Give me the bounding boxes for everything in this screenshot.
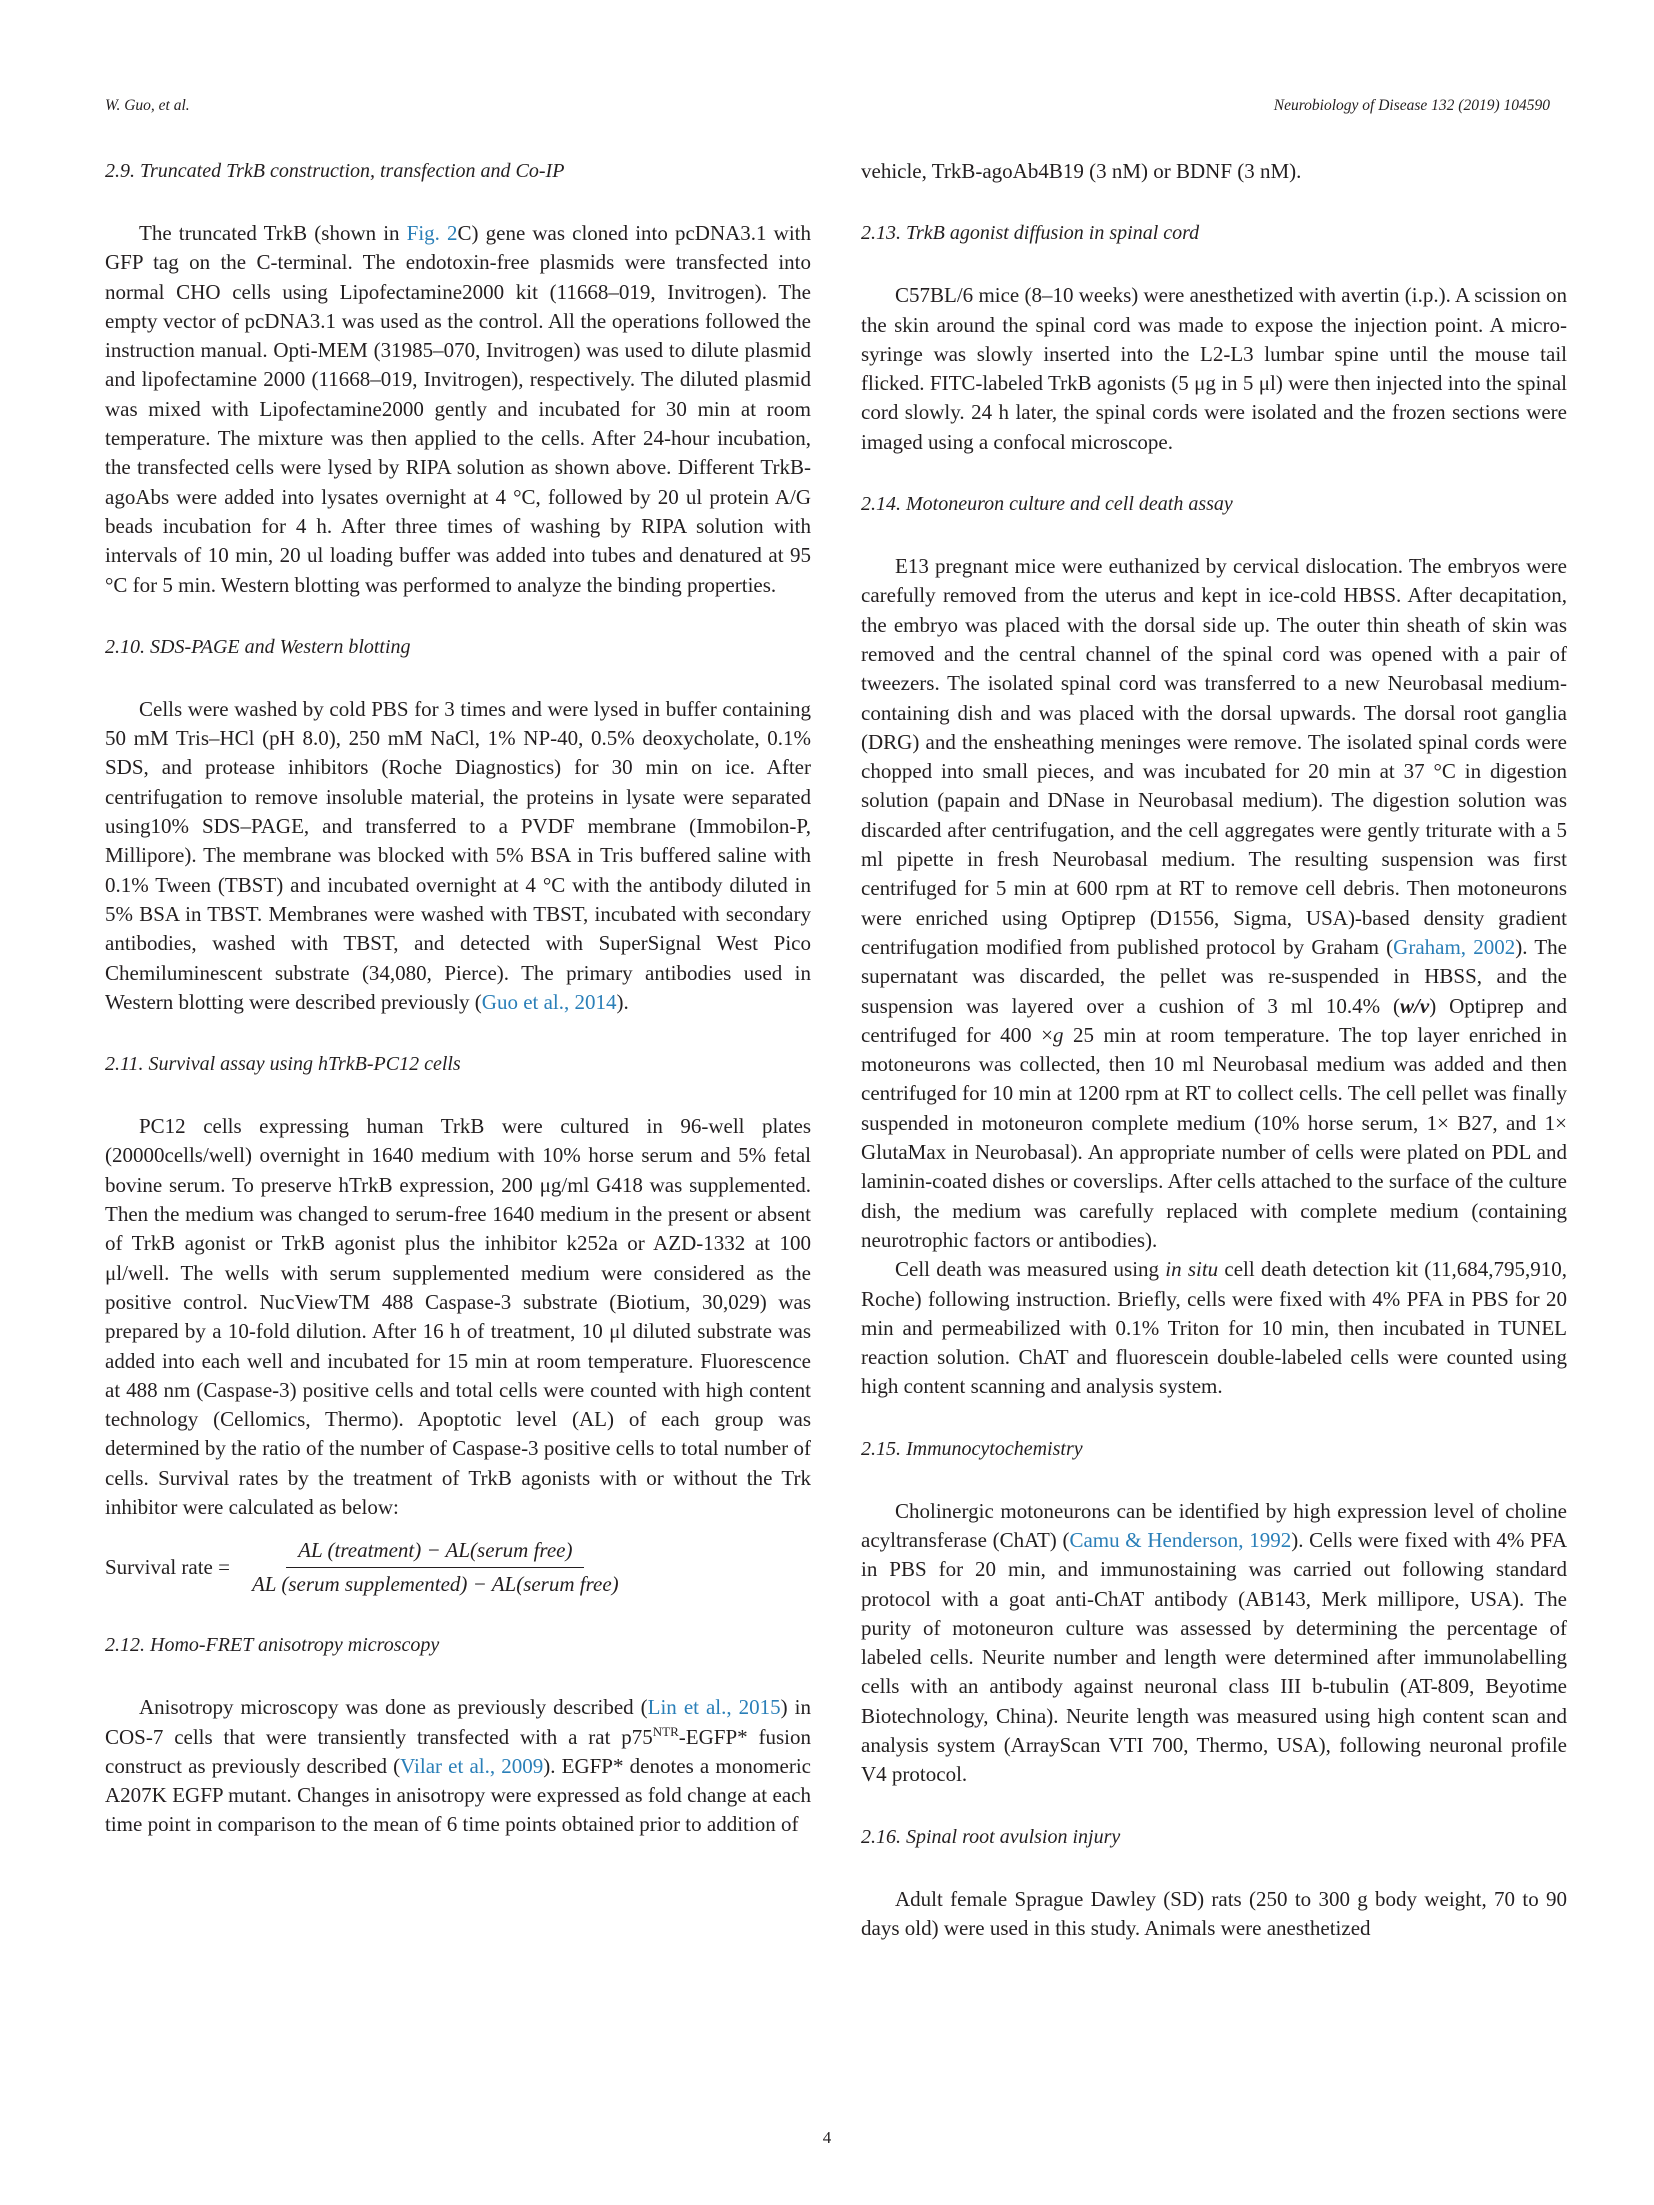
section-2-15	[861, 1435, 1567, 1790]
paragraph: PC12 cells expressing human TrkB were cultured in 96-well plates (20000cells/well) overnight in 1640 medium with 10% horse serum and 5% fetal bovine serum. To preserve hTrkB expression, 200 μg/ml G418 was supplemented. Then the medium was changed to serum-free 1640 medium in the present or absent of TrkB agonist or TrkB agonist plus the inhibitor k252a or AZD-1332 at 100 μl/well. The wells with serum supplemented medium were considered as the positive control. NucViewTM 488 Caspase-3 substrate (Biotium, 30,029) was prepared by a 10-fold dilution. After 16 h of treatment, 10 μl diluted substrate was added into each well and incubated for 15 min at room temperature. Fluorescence at 488 nm (Caspase-3) positive cells and total cells were counted with high content technology (Cellomics, Thermo). Apoptotic level (AL) of each group was determined by the ratio of the number of Caspase-3 positive cells to total number of cells. Survival rates by the treatment of TrkB agonists with or without the Trk inhibitor were calculated as below:	[105, 1114, 811, 1519]
citation-link[interactable]: Graham, 2002	[1393, 934, 1516, 959]
section-heading: 2.13. TrkB agonist diffusion in spinal cord	[861, 222, 1200, 245]
paragraph: Anisotropy microscopy was done as previously described (Lin et al., 2015) in COS-7 cells that were transiently transfected with a rat $p75^{NTR}-EGFP*$ fusion construct as previously described (Vilar et al., 2009). EGFP* denotes a monomeric A207K EGFP mutant. Changes in anisotropy were expressed as fold change at each time point in comparison to the mean of 6 time points obtained prior to addition of	[105, 1695, 811, 1837]
equation-fraction	[240, 1538, 631, 1597]
equation-denominator: AL (serum supplemented) − AL(serum free)	[251, 1572, 619, 1597]
section-2-13	[861, 219, 1567, 457]
paragraph-continued: vehicle, TrkB-agoAb4B19 (3 nM) or BDNF (3 nM).	[861, 159, 1302, 183]
section-2-14	[861, 490, 1567, 1402]
paragraph: Cells were washed by cold PBS for 3 times and were lysed in buffer containing 50 mM Tris–HCl (pH 8.0), 250 mM NaCl, 1% NP-40, 0.5% deoxycholate, 0.1% SDS, and protease inhibitors (Roche Diagnostics) for 30 min on ice. After centrifugation to remove insoluble material, the proteins in lysate were separated using10% SDS–PAGE, and transferred to a PVDF membrane (Immobilon-P, Millipore). The membrane was blocked with 5% BSA in Tris buffered saline with 0.1% Tween (TBST) and incubated overnight at 4 °C with the antibody diluted in 5% BSA in TBST. Membranes were washed with TBST, incubated with secondary antibodies, washed with TBST, and detected with SuperSignal West Pico Chemiluminescent substrate (34,080, Pierce). The primary antibodies used in Western blotting were described previously (Guo et al., 2014).	[105, 696, 811, 1014]
equation-numerator: AL (treatment) − AL(serum free)	[286, 1538, 584, 1568]
citation-link[interactable]: Camu & Henderson, 1992	[1069, 1527, 1292, 1552]
section-2-16	[861, 1823, 1567, 1944]
section-heading: 2.16. Spinal root avulsion injury	[861, 1825, 1121, 1848]
section-heading: 2.9. Truncated TrkB construction, transfection and Co-IP	[105, 160, 565, 182]
left-column	[105, 157, 811, 1873]
paragraph: Adult female Sprague Dawley (SD) rats (250 to 300 g body weight, 70 to 90 days old) were used in this study. Animals were anesthetized	[861, 1886, 1567, 1940]
running-header-authors: W. Guo, et al.	[105, 97, 190, 114]
survival-rate-equation	[105, 1538, 811, 1597]
section-2-11	[105, 1050, 811, 1597]
paragraph: Cholinergic motoneurons can be identified by high expression level of choline acyltransferase (ChAT) (Camu & Henderson, 1992). Cells were fixed with 4% PFA in PBS for 20 min, and immunostaining was carried out following standard protocol with a goat anti-ChAT antibody (AB143, Merk millipore, USA). The purity of motoneuron culture was assessed by determining the percentage of labeled cells. Neurite number and length were determined after immunolabelling cells with an antibody against neuronal class III b-tubulin (AT-809, Beyotime Biotechnology, China). Neurite length was measured using high content scan and analysis system (ArrayScan VTI 700, Thermo, USA), following neuronal profile V4 protocol.	[861, 1498, 1567, 1787]
figure-link[interactable]: Fig. 2	[406, 221, 458, 245]
section-2-9	[105, 157, 811, 600]
running-header-journal: Neurobiology of Disease 132 (2019) 104590	[1273, 97, 1550, 114]
section-heading: 2.14. Motoneuron culture and cell death assay	[861, 493, 1233, 516]
section-2-12-continued	[861, 157, 1567, 186]
section-2-12	[105, 1631, 811, 1839]
paragraph: E13 pregnant mice were euthanized by cervical dislocation. The embryos were carefully removed from the uterus and kept in ice-cold HBSS. After decapitation, the embryo was placed with the dorsal side up. The outer thin sheath of skin was removed and the central channel of the spinal cord was opened with a pair of tweezers. The isolated spinal cord was transferred to a new Neurobasal medium-containing dish and was placed with the dorsal upwards. The dorsal root ganglia (DRG) and the ensheathing meninges were remove. The isolated spinal cords were chopped into small pieces, and was incubated for 20 min at 37 °C in digestion solution (papain and DNase in Neurobasal medium). The digestion solution was discarded after centrifugation, and the cell aggregates were gently triturate with a 5 ml pipette in fresh Neurobasal medium. The resulting suspension was first centrifuged for 5 min at 600 rpm at RT to remove cell debris. Then motoneurons were enriched using Optiprep (D1556, Sigma, USA)-based density gradient centrifugation modified from published protocol by Graham (Graham, 2002). The supernatant was discarded, the pellet was re-suspended in HBSS, and the suspension was layered over a cushion of 3 ml 10.4% (w/v) Optiprep and centrifuged for 400 ×g 25 min at room temperature. The top layer enriched in motoneurons was collected, then 10 ml Neurobasal medium was added and then centrifuged for 10 min at 1200 rpm at RT to collect cells. The cell pellet was finally suspended in motoneuron complete medium (10% horse serum, 1× B27, and 1× GlutaMax in Neurobasal). An appropriate number of cells were plated on PDL and laminin-coated dishes or coverslips. After cells attached to the surface of the culture dish, the medium was carefully replaced with complete medium (containing neurotrophic factors or antibodies).	[861, 554, 1568, 1252]
page-number: 4	[822, 2128, 832, 2147]
paragraph: Cell death was measured using in situ cell death detection kit (11,684,795,910, Roche) following instruction. Briefly, cells were fixed with 4% PFA in PBS for 20 min and permeabilized with 0.1% Triton for 10 min, then incubated in TUNEL reaction solution. ChAT and fluorescein double-labeled cells were counted using high content scanning and analysis system.	[861, 1257, 1567, 1399]
citation-link[interactable]: Guo et al., 2014	[481, 989, 617, 1014]
paragraph: C57BL/6 mice (8–10 weeks) were anesthetized with avertin (i.p.). A scission on the skin around the spinal cord was made to expose the injection point. A micro-syringe was slowly inserted into the L2-L3 lumbar spine until the mouse tail flicked. FITC-labeled TrkB agonists (5 μg in 5 μl) were then injected into the spinal cord slowly. 24 h later, the spinal cords were isolated and the frozen sections were imaged using a confocal microscope.	[861, 283, 1567, 454]
section-heading: 2.11. Survival assay using hTrkB-PC12 cells	[105, 1053, 461, 1076]
section-2-10	[105, 633, 811, 1017]
citation-link[interactable]: Vilar et al., 2009	[400, 1753, 544, 1778]
section-heading: 2.12. Homo-FRET anisotropy microscopy	[105, 1634, 440, 1657]
equation-lhs: Survival rate =	[105, 1555, 230, 1580]
right-column	[861, 157, 1567, 1976]
paragraph: The truncated TrkB (shown in Fig. 2C) gene was cloned into pcDNA3.1 with GFP tag on the C-terminal. The endotoxin-free plasmids were transfected into normal CHO cells using Lipofectamine2000 kit (11668–019, Invitrogen). The empty vector of pcDNA3.1 was used as the control. All the operations followed the instruction manual. Opti-MEM (31985–070, Invitrogen) was used to dilute plasmid and lipofectamine 2000 (11668–019, Invitrogen), respectively. The diluted plasmid was mixed with Lipofectamine2000 gently and incubated for 30 min at room temperature. The mixture was then applied to the cells. After 24-hour incubation, the transfected cells were lysed by RIPA solution as shown above. Different TrkB-agoAbs were added into lysates overnight at 4 °C, followed by 20 ul protein A/G beads incubation for 4 h. After three times of washing by RIPA solution with intervals of 10 min, 20 ul loading buffer was added into tubes and denatured at 95 °C for 5 min. Western blotting was performed to analyze the binding properties.	[105, 221, 811, 597]
section-heading: 2.15. Immunocytochemistry	[861, 1437, 1083, 1460]
section-heading: 2.10. SDS-PAGE and Western blotting	[105, 635, 411, 658]
citation-link[interactable]: Lin et al., 2015	[647, 1695, 781, 1720]
